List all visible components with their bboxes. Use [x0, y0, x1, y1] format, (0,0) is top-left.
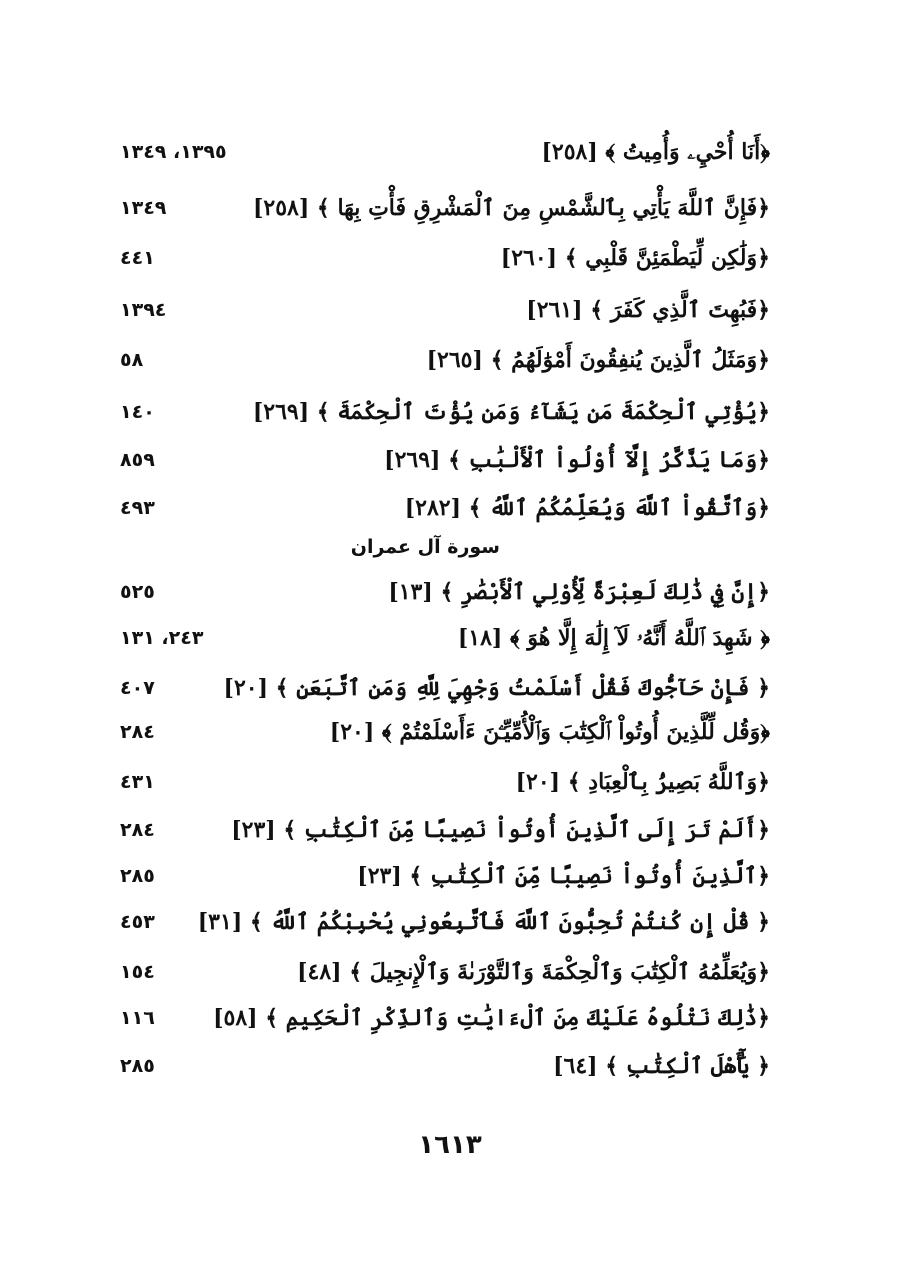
entry-verse: ﴿فَبُهِتَ ٱلَّذِي كَفَرَ ﴾ [٢٦١] [526, 297, 770, 323]
entry-pages: ١٥٤ [120, 961, 155, 983]
index-entry [120, 810, 770, 850]
entry-verse: ﴿وَقُل لِّلَّذِينَ أُوتُواْ ٱلْكِتَٰبَ وَٱلْأُمِّيِّـۧنَ ءَأَسْلَمْتُمْ ﴾ [٢٠] [329, 719, 770, 745]
index-entry [120, 290, 770, 330]
index-entry [120, 952, 770, 992]
entry-verse: ﴿ يَٰٓأَهْلَ ٱلْكِتَٰبِ ﴾ [٦٤] [553, 1053, 770, 1079]
index-entry [120, 762, 770, 802]
entry-pages: ١٤٠ [120, 401, 155, 423]
index-entry [120, 998, 770, 1038]
entry-pages: ١٣٩٤ [120, 299, 167, 321]
entry-pages: ٢٨٥ [120, 865, 155, 887]
index-entry [120, 392, 770, 432]
entry-pages: ١٣٩٥، ١٣٤٩ [120, 141, 227, 163]
index-entry [120, 1046, 770, 1086]
entry-pages: ٥٨ [120, 349, 144, 371]
entry-verse: ﴿وَمَثَلُ ٱلَّذِينَ يُنفِقُونَ أَمْوَٰلَهُمُ ﴾ [٢٦٥] [426, 347, 770, 373]
entry-pages: ١٣٤٩ [120, 197, 167, 219]
entry-pages: ٢٨٥ [120, 1055, 155, 1077]
entry-pages: ٢٨٤ [120, 721, 155, 743]
entry-verse: ﴿ذَٰلِكَ نَتْلُوهُ عَلَيْكَ مِنَ ٱلْءَايَٰتِ وَٱلذِّكْرِ ٱلْحَكِيمِ ﴾ [٥٨] [213, 1005, 770, 1031]
entry-verse: ﴿ فَإِنْ حَآجُّوكَ فَقُلْ أَسْلَمْتُ وَجْهِيَ لِلَّهِ وَمَنِ ٱتَّبَعَنِ ﴾ [٢٠] [223, 675, 770, 701]
entry-verse: ﴿يُؤْتِي ٱلْحِكْمَةَ مَن يَشَآءُ وَمَن يُؤْتَ ٱلْحِكْمَةَ ﴾ [٢٦٩] [252, 399, 770, 425]
entry-pages: ٤٥٣ [120, 911, 155, 933]
entry-verse: ﴿وَٱتَّقُواْ ٱللَّهَ وَيُعَلِّمُكُمُ ٱللَّهُ ﴾ [٢٨٢] [404, 495, 770, 521]
index-entry [120, 238, 770, 278]
page-number: ١٦١٣ [418, 1130, 482, 1160]
entry-verse: ﴿وَيُعَلِّمُهُ ٱلْكِتَٰبَ وَٱلْحِكْمَةَ وَٱلتَّوْرَىٰةَ وَٱلْإِنجِيلَ ﴾ [٤٨] [297, 959, 770, 985]
entry-pages: ٢٨٤ [120, 819, 155, 841]
index-entry [120, 188, 770, 228]
entry-pages: ٢٤٣، ١٣١ [120, 627, 204, 649]
entry-pages: ٤٠٧ [120, 677, 155, 699]
entry-verse: ﴿وَمَا يَذَّكَّرُ إِلَّآ أُوْلُواْ ٱلْأَلْبَٰبِ ﴾ [٢٦٩] [384, 447, 770, 473]
entry-pages: ٤٩٣ [120, 497, 155, 519]
index-entry [120, 340, 770, 380]
entry-verse: ﴿أَنَا أُحْيِۦ وَأُمِيتُ ﴾ [٢٥٨] [541, 139, 770, 165]
entry-verse: ﴿ شَهِدَ ٱللَّهُ أَنَّهُۥ لَآ إِلَٰهَ إِلَّا هُوَ ﴾ [١٨] [457, 625, 770, 651]
index-entry [120, 712, 770, 752]
entry-pages: ٤٤١ [120, 247, 155, 269]
entry-verse: ﴿ قُلْ إِن كُنتُمْ تُحِبُّونَ ٱللَّهَ فَٱتَّبِعُونِي يُحْبِبْكُمُ ٱللَّهُ ﴾ [٣١] [197, 909, 770, 935]
entry-verse: ﴿وَٱللَّهُ بَصِيرُۢ بِٱلْعِبَادِ ﴾ [٢٠] [515, 769, 770, 795]
entry-verse: ﴿ٱلَّذِينَ أُوتُواْ نَصِيبًا مِّنَ ٱلْكِتَٰبِ ﴾ [٢٣] [357, 863, 770, 889]
index-entry [120, 668, 770, 708]
index-entry [120, 856, 770, 896]
entry-verse: ﴿أَلَمْ تَرَ إِلَى ٱلَّذِينَ أُوتُواْ نَصِيبًا مِّنَ ٱلْكِتَٰبِ ﴾ [٢٣] [231, 817, 770, 843]
index-entry [120, 132, 770, 172]
index-entry [120, 488, 770, 528]
index-entry [120, 618, 770, 658]
entry-pages: ٤٣١ [120, 771, 155, 793]
entry-pages: ٥٢٥ [120, 581, 155, 603]
index-entry [120, 572, 770, 612]
entry-verse: ﴿فَإِنَّ ٱللَّهَ يَأْتِي بِٱلشَّمْسِ مِنَ ٱلْمَشْرِقِ فَأْتِ بِهَا ﴾ [٢٥٨] [252, 195, 770, 221]
entry-verse: ﴿وَلَٰكِن لِّيَطْمَئِنَّ قَلْبِي ﴾ [٢٦٠] [500, 245, 770, 271]
entry-verse: ﴿إِنَّ فِي ذَٰلِكَ لَعِبْرَةً لِّأُوْلِي ٱلْأَبْصَٰرِ ﴾ [١٣] [388, 579, 770, 605]
entry-pages: ١١٦ [120, 1007, 155, 1029]
index-entry [120, 902, 770, 942]
section-heading: سورة آل عمران [350, 536, 500, 558]
entry-pages: ٨٥٩ [120, 449, 155, 471]
index-entry [120, 440, 770, 480]
